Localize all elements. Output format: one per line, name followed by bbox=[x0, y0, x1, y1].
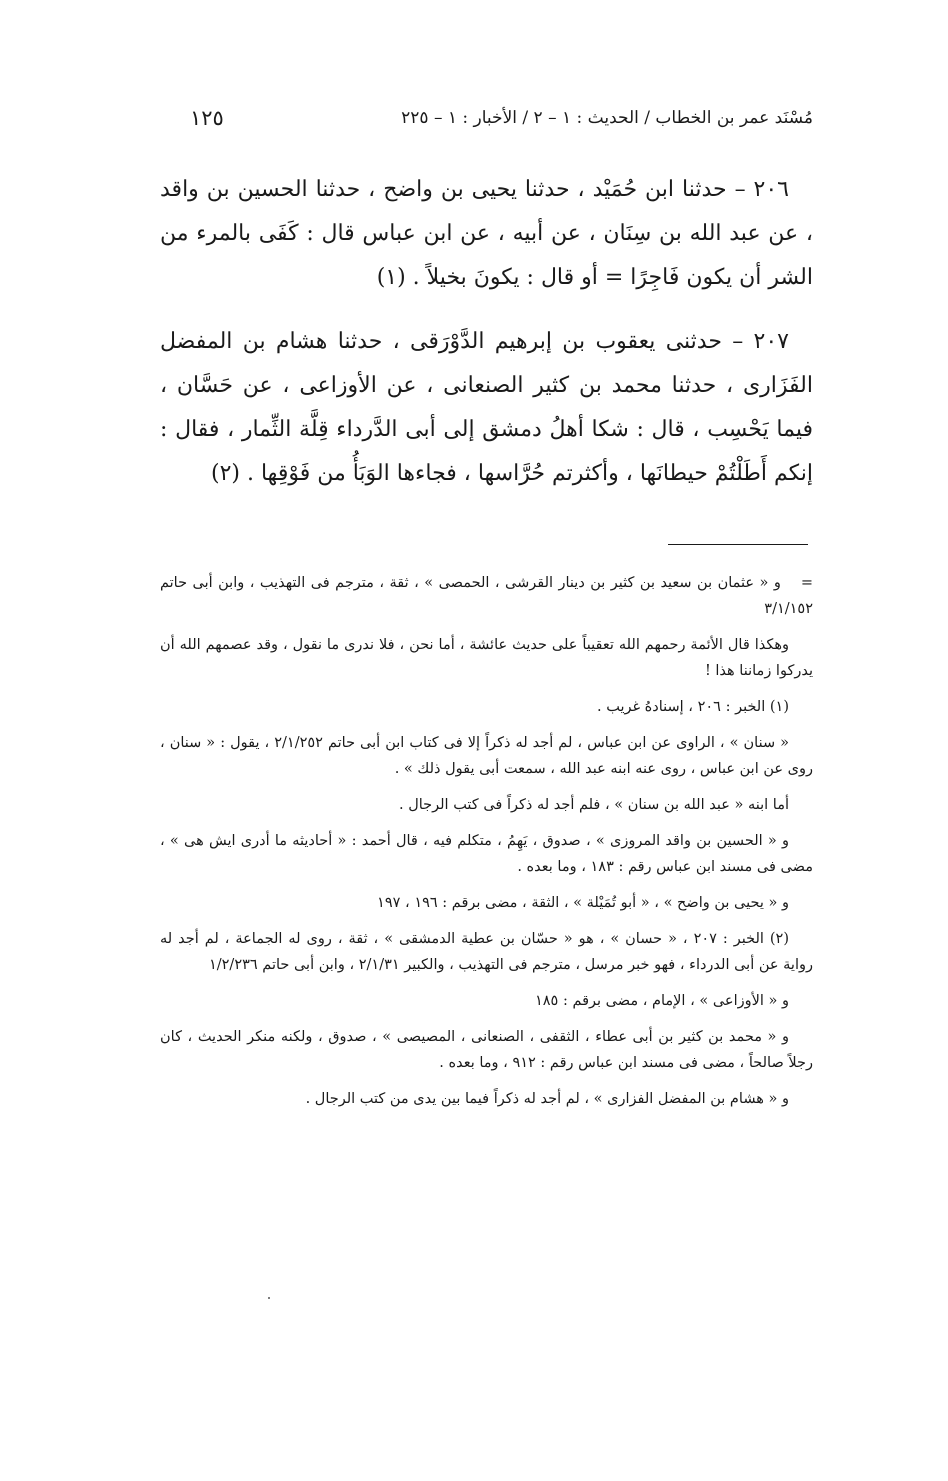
footnote-continuation bbox=[160, 570, 813, 622]
footnote-line: و « يحيى بن واضح » ، « أبو تُمَيْلة » ، الثقة ، مضى برقم : ١٩٦ ، ١٩٧ bbox=[377, 895, 789, 911]
footnote-1: (١) الخبر : ٢٠٦ ، إسنادهُ غريب . bbox=[596, 699, 789, 715]
hadith-206: ٢٠٦ – حدثنا ابن حُمَيْد ، حدثنا يحيى بن واضح ، حدثنا الحسين بن واقد ، عن عبد الله بن سِنَان ، عن أبيه ، عن ابن عباس قال : كَفَى بالمرء من الشر أن يكون فَاجِرًا = أو قال : يكونَ بخيلاً . (١) bbox=[160, 177, 813, 290]
footnote-line: و « محمد بن كثير بن أبى عطاء ، الثقفى ، الصنعانى ، المصيصى » ، صدوق ، ولكنه منكر الحديث ، كان رجلاً صالحاً ، مضى فى مسند ابن عباس رقم : ٩١٢ ، وما بعده . bbox=[160, 1029, 813, 1071]
footnote-line: و « الحسين بن واقد المروزى » ، صدوق ، يَهِمُ ، متكلم فيه ، قال أحمد : « أحاديثه ما أدرى ايش هى » ، مضى فى مسند ابن عباس رقم : ١٨٣ ، وما بعده . bbox=[160, 833, 813, 875]
running-title: مُسْنَد عمر بن الخطاب / الحديث : ١ – ٢ / الأخبار : ١ – ٢٢٥ bbox=[401, 108, 813, 128]
footnote-line: وهكذا قال الأئمة رحمهم الله تعقيباً على حديث عائشة ، أما نحن ، فلا ندرى ما نقول ، وقد عصمهم الله أن يدركوا زماننا هذا ! bbox=[160, 637, 813, 679]
footnotes bbox=[160, 570, 813, 1122]
footnote-line: أما ابنه « عبد الله بن سنان » ، فلم أجد له ذكراً فى كتب الرجال . bbox=[399, 797, 789, 813]
page-header bbox=[190, 100, 813, 136]
footnote-line: و « عثمان بن سعيد بن كثير بن دينار القرشى ، الحمصى » ، ثقة ، مترجم فى التهذيب ، وابن أبى حاتم ٣/١/١٥٢ bbox=[160, 575, 813, 617]
scan-speck bbox=[268, 1297, 270, 1299]
main-text bbox=[160, 168, 813, 516]
footnote-separator bbox=[668, 544, 808, 545]
hadith-207: ٢٠٧ – حدثنى يعقوب بن إبرهيم الدَّوْرَقى ، حدثنا هشام بن المفضل الفَزَارى ، حدثنا محمد بن كثير الصنعانى ، عن الأوزاعى ، عن حَسَّان ، فيما يَحْسِب ، قال : شكا أهلُ دمشق إلى أبى الدَّرداء قِلَّة الثِّمار ، فقال : إنكم أَطَلْتُمْ حيطانَها ، وأكثرتم حُرَّاسها ، فجاءها الوَبَأُ من فَوْقِها . (٢) bbox=[160, 329, 813, 486]
continuation-mark: = bbox=[800, 575, 813, 591]
footnote-line: و « هشام بن المفضل الفزارى » ، لم أجد له ذكراً فيما بين يدى من كتب الرجال . bbox=[305, 1091, 789, 1107]
footnote-line: « سنان » ، الراوى عن ابن عباس ، لم أجد له ذكراً إلا فى كتاب ابن أبى حاتم ٢/١/٢٥٢ ، يقول : « سنان ، روى عن ابن عباس ، روى عنه ابنه عبد الله ، سمعت أبى يقول ذلك » . bbox=[160, 735, 813, 777]
page-number: ١٢٥ bbox=[190, 106, 224, 130]
footnote-line: و « الأوزاعى » ، الإمام ، مضى برقم : ١٨٥ bbox=[534, 993, 789, 1009]
footnote-2: (٢) الخبر : ٢٠٧ ، « حسان » ، هو « حسّان بن عطية الدمشقى » ، ثقة ، روى له الجماعة ، لم أجد له رواية عن أبى الدرداء ، فهو خبر مرسل ، مترجم فى التهذيب ، والكبير ٢/١/٣١ ، وابن أبى حاتم ١/٢/٢٣٦ bbox=[160, 931, 813, 973]
